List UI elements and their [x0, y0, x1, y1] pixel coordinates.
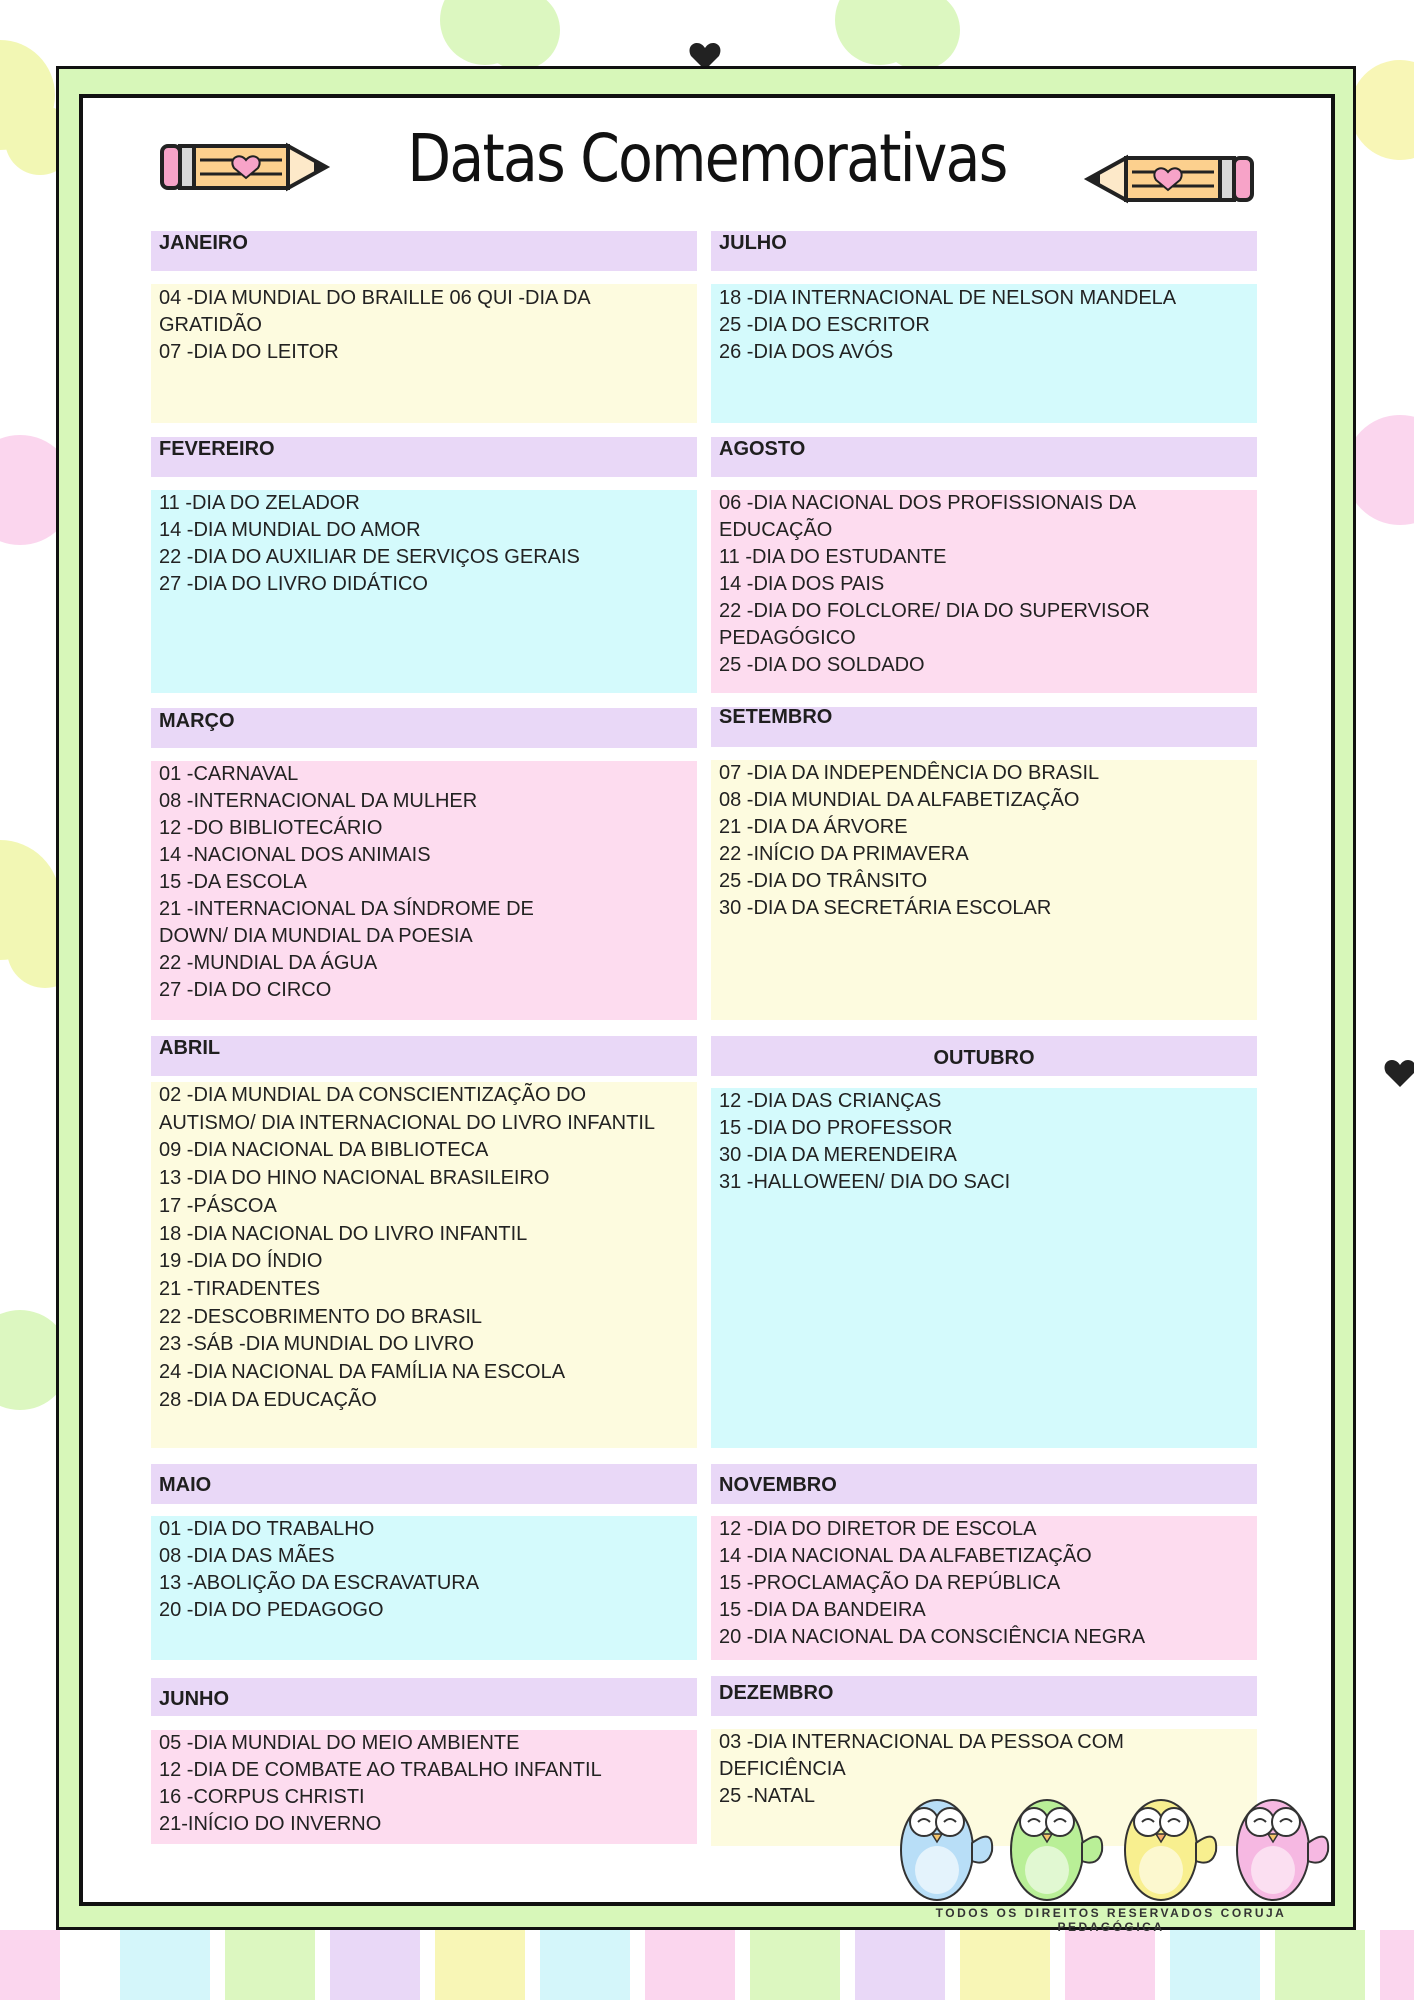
owl-blue-icon: [901, 1800, 992, 1900]
commemorative-date-item: 22 -MUNDIAL DA ÁGUA: [159, 952, 378, 974]
commemorative-date-item: 17 -PÁSCOA: [159, 1194, 277, 1217]
commemorative-date-item: 15 -DIA DA BANDEIRA: [719, 1599, 926, 1621]
commemorative-date-item: 08 -DIA MUNDIAL DA ALFABETIZAÇÃO: [719, 789, 1080, 811]
commemorative-date-item: 12 -DO BIBLIOTECÁRIO: [159, 817, 383, 839]
commemorative-date-item: 09 -DIA NACIONAL DA BIBLIOTECA: [159, 1139, 489, 1162]
commemorative-date-item: 28 -DIA DA EDUCAÇÃO: [159, 1388, 377, 1411]
month-fevereiro: [151, 437, 697, 693]
commemorative-date-item: AUTISMO/ DIA INTERNACIONAL DO LIVRO INFANTIL: [159, 1111, 656, 1134]
commemorative-date-item: 01 -CARNAVAL: [159, 763, 299, 785]
month-header: MAIO: [151, 1464, 697, 1504]
owl-yellow-icon: [1125, 1800, 1216, 1900]
commemorative-date-item: 07 -DIA DA INDEPENDÊNCIA DO BRASIL: [719, 762, 1100, 784]
month-body: [711, 284, 1257, 423]
month-janeiro: [151, 231, 697, 423]
commemorative-date-item: DOWN/ DIA MUNDIAL DA POESIA: [159, 925, 473, 947]
month-header: SETEMBRO: [711, 707, 1257, 747]
commemorative-date-item: 27 -DIA DO CIRCO: [159, 979, 332, 1001]
commemorative-date-item: 23 -SÁB -DIA MUNDIAL DO LIVRO: [159, 1333, 474, 1356]
month-header: ABRIL: [151, 1036, 697, 1076]
commemorative-date-item: 21 -INTERNACIONAL DA SÍNDROME DE: [159, 898, 534, 920]
commemorative-date-item: 25 -DIA DO SOLDADO: [719, 654, 925, 676]
commemorative-date-item: 08 -DIA DAS MÃES: [159, 1545, 335, 1567]
month-junho: [151, 1678, 697, 1844]
commemorative-date-item: 12 -DIA DO DIRETOR DE ESCOLA: [719, 1518, 1037, 1540]
owls-illustration: [884, 1782, 1340, 1906]
month-body: [151, 1730, 697, 1844]
month-body: [711, 1516, 1257, 1660]
month-body: [151, 1516, 697, 1660]
commemorative-date-item: 07 -DIA DO LEITOR: [159, 341, 339, 363]
commemorative-date-item: 21 -TIRADENTES: [159, 1277, 321, 1300]
month-outubro: [711, 1036, 1257, 1448]
month-setembro: [711, 707, 1257, 1020]
commemorative-date-item: 24 -DIA NACIONAL DA FAMÍLIA NA ESCOLA: [159, 1361, 566, 1384]
month-maio: [151, 1464, 697, 1660]
commemorative-date-item: DEFICIÊNCIA: [719, 1758, 846, 1780]
commemorative-date-item: 22 -DESCOBRIMENTO DO BRASIL: [159, 1305, 483, 1328]
month-body: [711, 1088, 1257, 1448]
commemorative-date-item: 25 -NATAL: [719, 1785, 815, 1807]
commemorative-date-item: 30 -DIA DA MERENDEIRA: [719, 1144, 957, 1166]
month-header: NOVEMBRO: [711, 1464, 1257, 1504]
commemorative-date-item: 20 -DIA DO PEDAGOGO: [159, 1599, 384, 1621]
commemorative-date-item: 22 -DIA DO FOLCLORE/ DIA DO SUPERVISOR: [719, 600, 1150, 622]
commemorative-date-item: 04 -DIA MUNDIAL DO BRAILLE 06 QUI -DIA DA: [159, 287, 591, 309]
commemorative-date-item: GRATIDÃO: [159, 314, 262, 336]
commemorative-date-item: 30 -DIA DA SECRETÁRIA ESCOLAR: [719, 897, 1052, 919]
month-abril: [151, 1036, 697, 1448]
month-novembro: [711, 1464, 1257, 1660]
commemorative-date-item: 21 -DIA DA ÁRVORE: [719, 816, 908, 838]
month-header: JUNHO: [151, 1678, 697, 1716]
commemorative-date-item: 12 -DIA DE COMBATE AO TRABALHO INFANTIL: [159, 1759, 602, 1781]
month-header: DEZEMBRO: [711, 1676, 1257, 1716]
commemorative-date-item: 11 -DIA DO ESTUDANTE: [719, 546, 947, 568]
month-agosto: [711, 437, 1257, 693]
commemorative-date-item: 21-INÍCIO DO INVERNO: [159, 1813, 382, 1835]
commemorative-date-item: 14 -DIA DOS PAIS: [719, 573, 885, 595]
commemorative-date-item: 13 -ABOLIÇÃO DA ESCRAVATURA: [159, 1572, 480, 1594]
commemorative-date-item: 26 -DIA DOS AVÓS: [719, 341, 894, 363]
commemorative-date-item: 14 -DIA MUNDIAL DO AMOR: [159, 519, 421, 541]
commemorative-date-item: 14 -NACIONAL DOS ANIMAIS: [159, 844, 431, 866]
commemorative-date-item: 01 -DIA DO TRABALHO: [159, 1518, 375, 1540]
commemorative-date-item: 06 -DIA NACIONAL DOS PROFISSIONAIS DA: [719, 492, 1137, 514]
page-title: Datas Comemorativas: [407, 120, 1007, 197]
commemorative-date-item: 13 -DIA DO HINO NACIONAL BRASILEIRO: [159, 1167, 550, 1190]
commemorative-date-item: 22 -DIA DO AUXILIAR DE SERVIÇOS GERAIS: [159, 546, 580, 568]
month-marco: [151, 708, 697, 1020]
commemorative-date-item: 18 -DIA INTERNACIONAL DE NELSON MANDELA: [719, 287, 1177, 309]
commemorative-date-item: 27 -DIA DO LIVRO DIDÁTICO: [159, 573, 428, 595]
month-header: FEVEREIRO: [151, 437, 697, 477]
month-header: JULHO: [711, 231, 1257, 271]
copyright-footer: TODOS OS DIREITOS RESERVADOS CORUJA PEDAGÓGICA: [935, 1906, 1287, 1934]
month-body: [711, 490, 1257, 693]
commemorative-date-item: EDUCAÇÃO: [719, 519, 833, 541]
commemorative-date-item: 11 -DIA DO ZELADOR: [159, 492, 360, 514]
commemorative-date-item: 25 -DIA DO ESCRITOR: [719, 314, 930, 336]
flower-decoration: [1350, 60, 1414, 160]
commemorative-date-item: 12 -DIA DAS CRIANÇAS: [719, 1090, 942, 1112]
commemorative-date-item: 16 -CORPUS CHRISTI: [159, 1786, 365, 1808]
commemorative-date-item: PEDAGÓGICO: [719, 627, 856, 649]
commemorative-date-item: 15 -DA ESCOLA: [159, 871, 307, 893]
commemorative-date-item: 02 -DIA MUNDIAL DA CONSCIENTIZAÇÃO DO: [159, 1084, 587, 1106]
commemorative-date-item: 22 -INÍCIO DA PRIMAVERA: [719, 843, 969, 865]
owl-green-icon: [1011, 1800, 1102, 1900]
commemorative-date-item: 08 -INTERNACIONAL DA MULHER: [159, 790, 478, 812]
month-body: [151, 490, 697, 693]
commemorative-date-item: 15 -DIA DO PROFESSOR: [719, 1117, 953, 1139]
month-header: JANEIRO: [151, 231, 697, 271]
month-body: [711, 760, 1257, 1020]
month-header: MARÇO: [151, 708, 697, 748]
month-header: OUTUBRO: [711, 1036, 1257, 1076]
stripe-decoration: [0, 1930, 1414, 2000]
month-header: AGOSTO: [711, 437, 1257, 477]
commemorative-date-item: 18 -DIA NACIONAL DO LIVRO INFANTIL: [159, 1222, 528, 1245]
commemorative-date-item: 19 -DIA DO ÍNDIO: [159, 1250, 323, 1273]
owl-pink-icon: [1237, 1800, 1328, 1900]
commemorative-date-item: 14 -DIA NACIONAL DA ALFABETIZAÇÃO: [719, 1545, 1092, 1567]
commemorative-date-item: 05 -DIA MUNDIAL DO MEIO AMBIENTE: [159, 1732, 520, 1754]
commemorative-date-item: 15 -PROCLAMAÇÃO DA REPÚBLICA: [719, 1572, 1061, 1594]
month-body: [151, 1082, 697, 1448]
commemorative-date-item: 03 -DIA INTERNACIONAL DA PESSOA COM: [719, 1731, 1124, 1753]
month-body: [151, 284, 697, 423]
commemorative-date-item: 31 -HALLOWEEN/ DIA DO SACI: [719, 1171, 1011, 1193]
commemorative-date-item: 20 -DIA NACIONAL DA CONSCIÊNCIA NEGRA: [719, 1626, 1146, 1648]
month-julho: [711, 231, 1257, 423]
commemorative-date-item: 25 -DIA DO TRÂNSITO: [719, 870, 928, 892]
month-body: [151, 761, 697, 1020]
